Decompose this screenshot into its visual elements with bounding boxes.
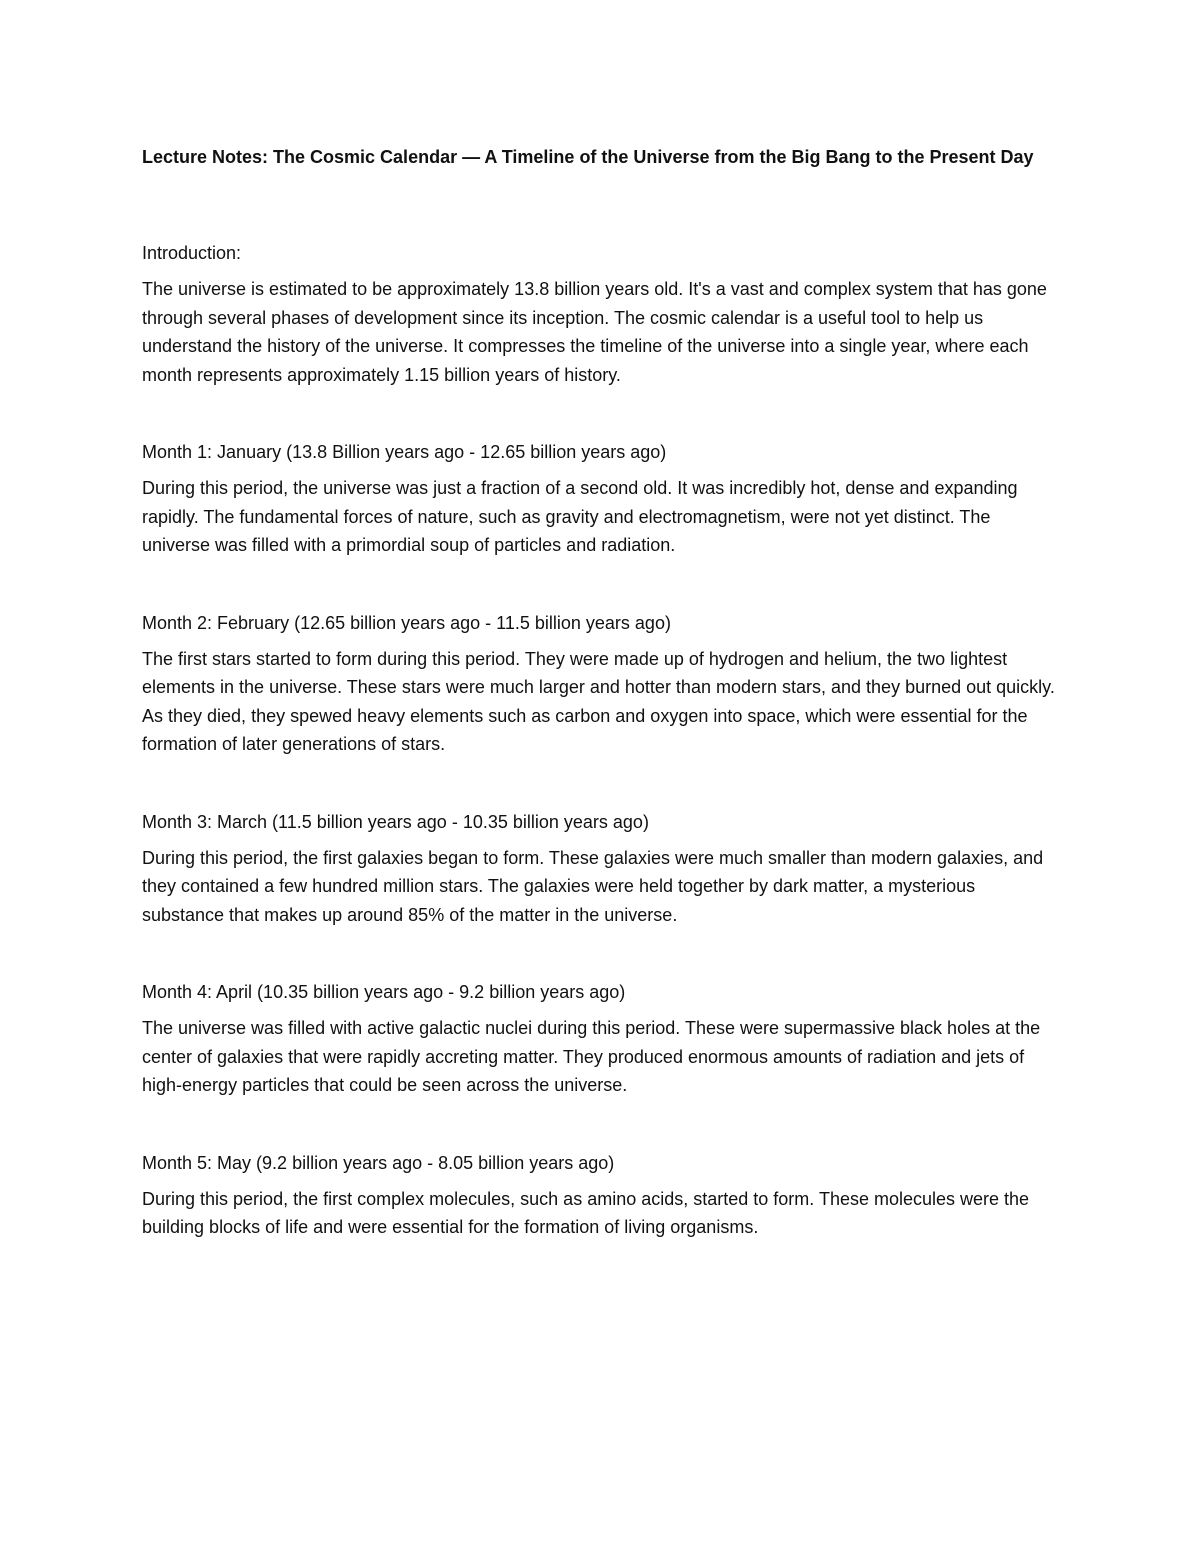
document-page [142, 143, 1062, 1291]
section-paragraph: The universe is estimated to be approximately 13.8 billion years old. It's a vast and complex system that has gone through several phases of development since its inception. The cosmic calendar is a useful tool to help us understand the history of the universe. It compresses the timeline of the universe into a single year, where each month represents approximately 1.15 billion years of history. [142, 279, 1047, 385]
section-paragraph: The first stars started to form during this period. They were made up of hydrogen and helium, the two lightest elements in the universe. These stars were much larger and hotter than modern stars, and they burned out quickly. As they died, they spewed heavy elements such as carbon and oxygen into space, which were essential for the formation of later generations of stars. [142, 648, 1055, 754]
section-paragraph: The universe was filled with active galactic nuclei during this period. These were supermassive black holes at the center of galaxies that were rapidly accreting matter. They produced enormous amounts of radiation and jets of high-energy particles that could be seen across the universe. [142, 1018, 1041, 1095]
section-heading: Month 4: April (10.35 billion years ago - 9.2 billion years ago) [142, 982, 626, 1002]
section-heading: Month 2: February (12.65 billion years ago - 11.5 billion years ago) [142, 612, 671, 633]
section-heading: Introduction: [142, 243, 242, 263]
section-paragraph: During this period, the first galaxies began to form. These galaxies were much smaller than modern galaxies, and they contained a few hundred million stars. The galaxies were held together by dark matter, a mysterious substance that makes up around 85% of the matter in the universe. [142, 847, 1044, 925]
section-paragraph: During this period, the first complex molecules, such as amino acids, started to form. These molecules were the building blocks of life and were essential for the formation of living organisms. [142, 1188, 1030, 1237]
section-paragraph: During this period, the universe was just a fraction of a second old. It was incredibly hot, dense and expanding rapidly. The fundamental forces of nature, such as gravity and electromagnetism, were not yet distinct. The universe was filled with a primordial soup of particles and radiation. [142, 478, 1018, 555]
section-month-5 [142, 1149, 1062, 1242]
section-month-1 [142, 438, 1062, 560]
section-heading: Month 3: March (11.5 billion years ago - 10.35 billion years ago) [142, 811, 649, 832]
document-title: Lecture Notes: The Cosmic Calendar — A Timeline of the Universe from the Big Bang to the Present Day [142, 147, 1034, 167]
section-introduction [142, 239, 1062, 389]
section-heading: Month 1: January (13.8 Billion years ago - 12.65 billion years ago) [142, 442, 667, 462]
section-heading: Month 5: May (9.2 billion years ago - 8.05 billion years ago) [142, 1152, 615, 1173]
section-month-3 [142, 808, 1062, 930]
section-month-2 [142, 609, 1062, 759]
section-month-4 [142, 978, 1062, 1100]
